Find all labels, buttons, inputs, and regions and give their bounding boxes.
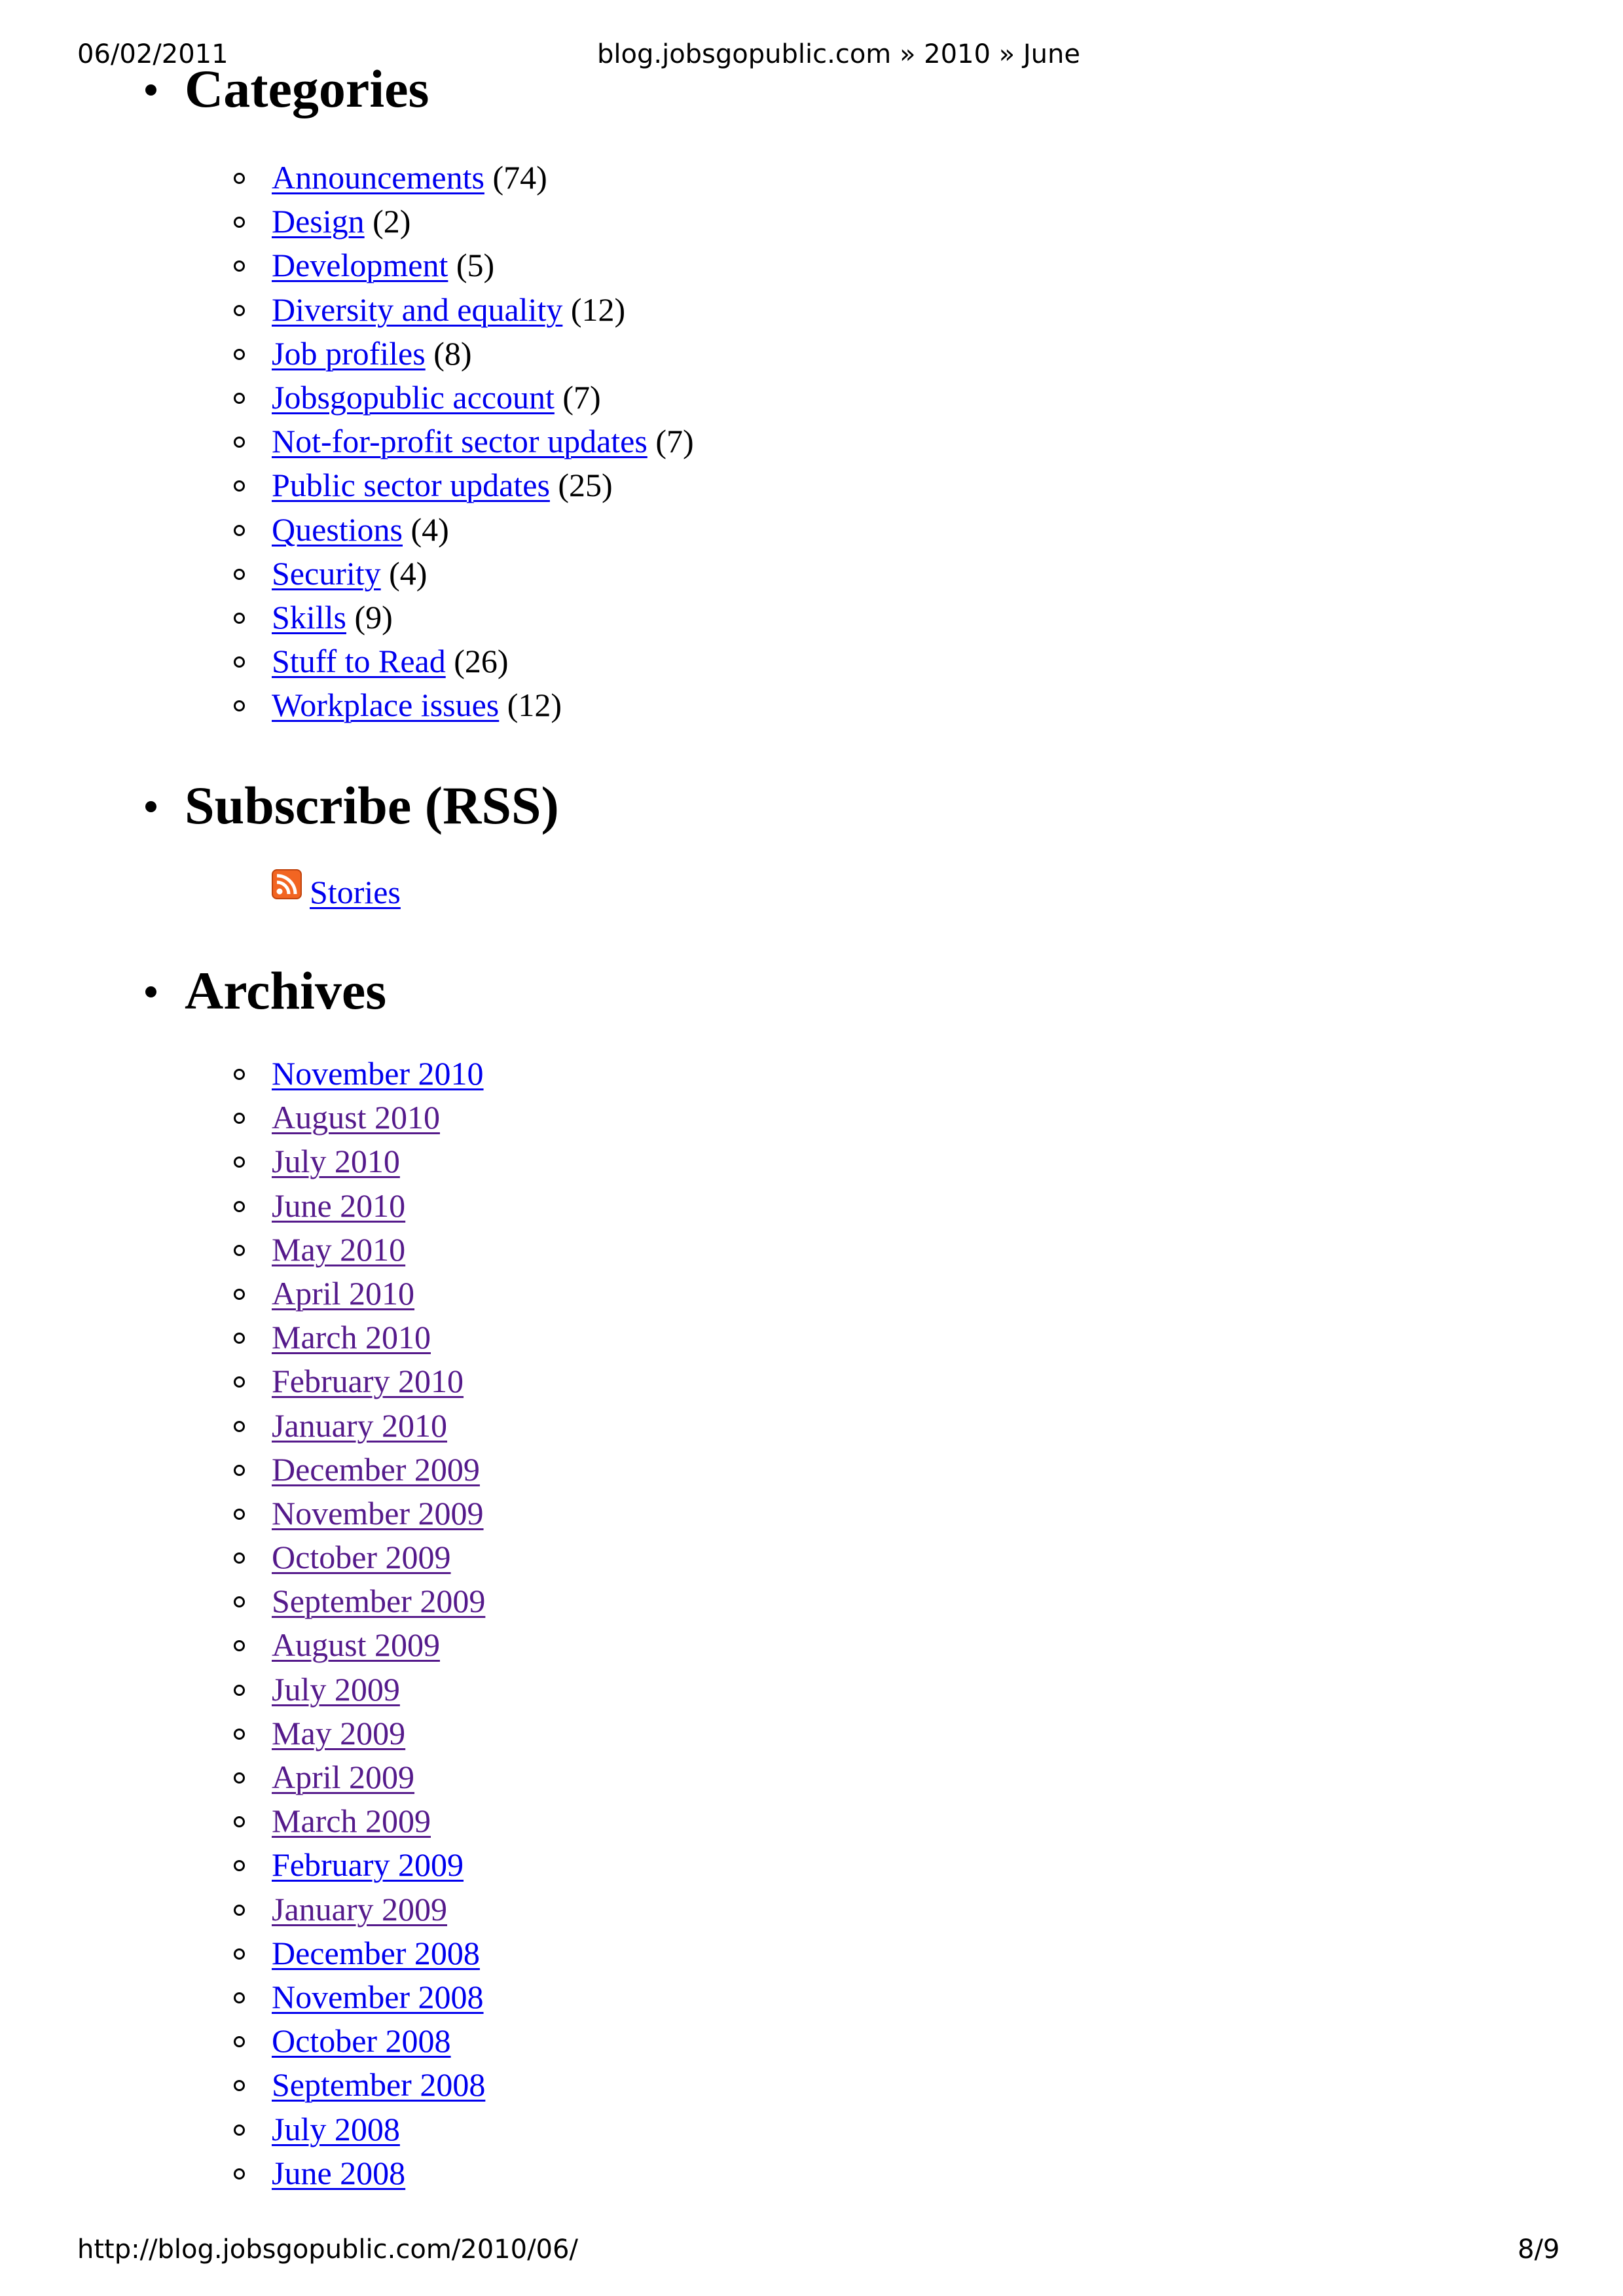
archive-item-text [272,1096,440,1139]
archive-item-text [272,2063,485,2107]
category-link[interactable]: Design [272,203,365,240]
archives-bullet [145,986,156,997]
archive-item-text [272,1052,484,1096]
circle-bullet-icon [234,1157,245,1168]
circle-bullet-icon [234,217,245,228]
archive-month-link[interactable]: November 2009 [272,1494,484,1532]
archive-month-link[interactable]: March 2009 [272,1803,431,1840]
circle-bullet-icon [234,2080,245,2091]
category-count: (9) [354,598,393,636]
archive-month-link[interactable]: April 2010 [272,1274,415,1312]
category-link[interactable]: Security [272,554,381,592]
category-link[interactable]: Public sector updates [272,467,550,504]
circle-bullet-icon [234,1289,245,1300]
archive-month-link[interactable]: December 2008 [272,1934,480,1971]
archive-month-link[interactable]: June 2008 [272,2154,406,2191]
circle-bullet-icon [234,1816,245,1827]
category-item-text [272,683,562,727]
circle-bullet-icon [234,1245,245,1256]
archive-month-link[interactable]: August 2009 [272,1626,440,1664]
categories-heading: Categories [185,59,429,118]
circle-bullet-icon [234,1113,245,1124]
circle-bullet-icon [234,480,245,492]
circle-bullet-icon [234,613,245,624]
category-item-text [272,156,547,200]
archive-month-link[interactable]: November 2008 [272,1978,484,2015]
archive-item-text [272,1755,414,1799]
archive-item-text [272,1139,400,1183]
archive-month-link[interactable]: January 2010 [272,1407,447,1444]
category-link[interactable]: Questions [272,511,403,548]
archive-item-text [272,1535,451,1579]
circle-bullet-icon [234,1640,245,1651]
category-link[interactable]: Workplace issues [272,687,500,724]
circle-bullet-icon [234,1992,245,2003]
category-item-text [272,332,472,376]
archive-item-text [272,1272,414,1316]
category-count: (12) [570,291,626,328]
category-item-text [272,420,694,463]
subscribe-heading: Subscribe (RSS) [185,776,559,835]
category-link[interactable]: Diversity and equality [272,291,563,328]
category-link[interactable]: Not-for-profit sector updates [272,423,647,460]
circle-bullet-icon [234,260,245,272]
category-count: (7) [562,378,601,416]
circle-bullet-icon [234,1333,245,1344]
rss-feed-icon[interactable] [272,869,302,899]
archive-item-text [272,1931,480,1975]
circle-bullet-icon [234,1772,245,1784]
archive-item-text [272,1316,431,1359]
category-link[interactable]: Development [272,247,448,284]
circle-bullet-icon [234,1552,245,1564]
archive-item-text [272,1623,440,1667]
archive-item-text [272,1799,431,1843]
circle-bullet-icon [234,1596,245,1607]
category-count: (26) [454,643,509,680]
archive-item-text [272,1668,400,1712]
archive-month-link[interactable]: May 2010 [272,1230,406,1268]
archive-item-text [272,1712,405,1755]
circle-bullet-icon [234,1069,245,1080]
archive-item-text [272,1843,464,1887]
circle-bullet-icon [234,437,245,448]
archive-item-text [272,2151,405,2195]
category-item-text [272,463,613,507]
archive-item-text [272,1579,485,1623]
circle-bullet-icon [234,656,245,668]
rss-stories-link[interactable]: Stories [310,874,401,910]
circle-bullet-icon [234,525,245,536]
archive-month-link[interactable]: February 2009 [272,1846,464,1884]
archive-month-link[interactable]: July 2009 [272,1670,400,1708]
circle-bullet-icon [234,173,245,184]
archive-month-link[interactable]: August 2010 [272,1099,440,1136]
category-count: (12) [507,687,562,724]
category-link[interactable]: Announcements [272,159,484,196]
subscribe-bullet [145,801,156,812]
circle-bullet-icon [234,1948,245,1960]
archive-month-link[interactable]: May 2009 [272,1714,406,1751]
circle-bullet-icon [234,1509,245,1520]
category-count: (25) [558,467,613,504]
archive-item-text [272,1888,447,1931]
circle-bullet-icon [234,1465,245,1476]
archive-item-text [272,1975,484,2019]
category-link[interactable]: Job profiles [272,334,426,372]
category-count: (4) [410,511,449,548]
categories-bullet [145,84,156,96]
archive-month-link[interactable]: November 2010 [272,1055,484,1092]
category-item-text [272,288,625,332]
circle-bullet-icon [234,1685,245,1696]
archive-item-text [272,1404,447,1448]
archive-item-text [272,1492,484,1535]
category-link[interactable]: Stuff to Read [272,643,446,680]
circle-bullet-icon [234,393,245,404]
circle-bullet-icon [234,1729,245,1740]
circle-bullet-icon [234,1860,245,1871]
archive-month-link[interactable]: February 2010 [272,1363,464,1400]
archive-month-link[interactable]: September 2008 [272,2066,486,2104]
archive-item-text [272,1184,405,1228]
archive-item-text [272,2108,400,2151]
archive-item-text [272,1359,464,1403]
archive-item-text [272,2019,451,2063]
circle-bullet-icon [234,349,245,360]
archive-item-text [272,1228,405,1272]
archive-month-link[interactable]: October 2009 [272,1539,451,1576]
archive-month-link[interactable]: September 2009 [272,1583,486,1620]
category-count: (2) [373,203,411,240]
circle-bullet-icon [234,569,245,580]
archive-month-link[interactable]: October 2008 [272,2022,451,2060]
category-item-text [272,552,427,596]
archive-month-link[interactable]: July 2010 [272,1143,400,1180]
category-link[interactable]: Skills [272,598,346,636]
circle-bullet-icon [234,1905,245,1916]
archive-month-link[interactable]: June 2010 [272,1187,406,1224]
circle-bullet-icon [234,1421,245,1432]
archive-item-text [272,1448,480,1492]
circle-bullet-icon [234,2036,245,2047]
circle-bullet-icon [234,1201,245,1212]
category-item-text [272,639,509,683]
circle-bullet-icon [234,700,245,711]
print-header-date: 06/02/2011 [77,39,228,69]
circle-bullet-icon [234,305,245,316]
category-link[interactable]: Jobsgopublic account [272,378,555,416]
category-item-text [272,200,410,243]
archive-month-link[interactable]: March 2010 [272,1319,431,1356]
print-footer-page-number: 8/9 [1518,2234,1560,2265]
circle-bullet-icon [234,1376,245,1388]
archive-month-link[interactable]: April 2009 [272,1759,415,1795]
category-item-text [272,243,494,287]
category-count: (4) [389,554,428,592]
archive-month-link[interactable]: January 2009 [272,1890,447,1928]
category-count: (7) [655,423,694,460]
archive-month-link[interactable]: July 2008 [272,2110,400,2147]
circle-bullet-icon [234,2125,245,2136]
print-footer-url: http://blog.jobsgopublic.com/2010/06/ [77,2234,578,2265]
archive-month-link[interactable]: December 2009 [272,1450,480,1488]
category-count: (74) [492,159,547,196]
category-item-text [272,596,393,639]
category-count: (5) [456,247,495,284]
archives-heading: Archives [185,961,387,1020]
circle-bullet-icon [234,2168,245,2179]
print-header-title: blog.jobsgopublic.com » 2010 » June [597,39,1080,69]
category-item-text [272,376,601,420]
category-item-text [272,508,449,552]
category-count: (8) [433,334,472,372]
